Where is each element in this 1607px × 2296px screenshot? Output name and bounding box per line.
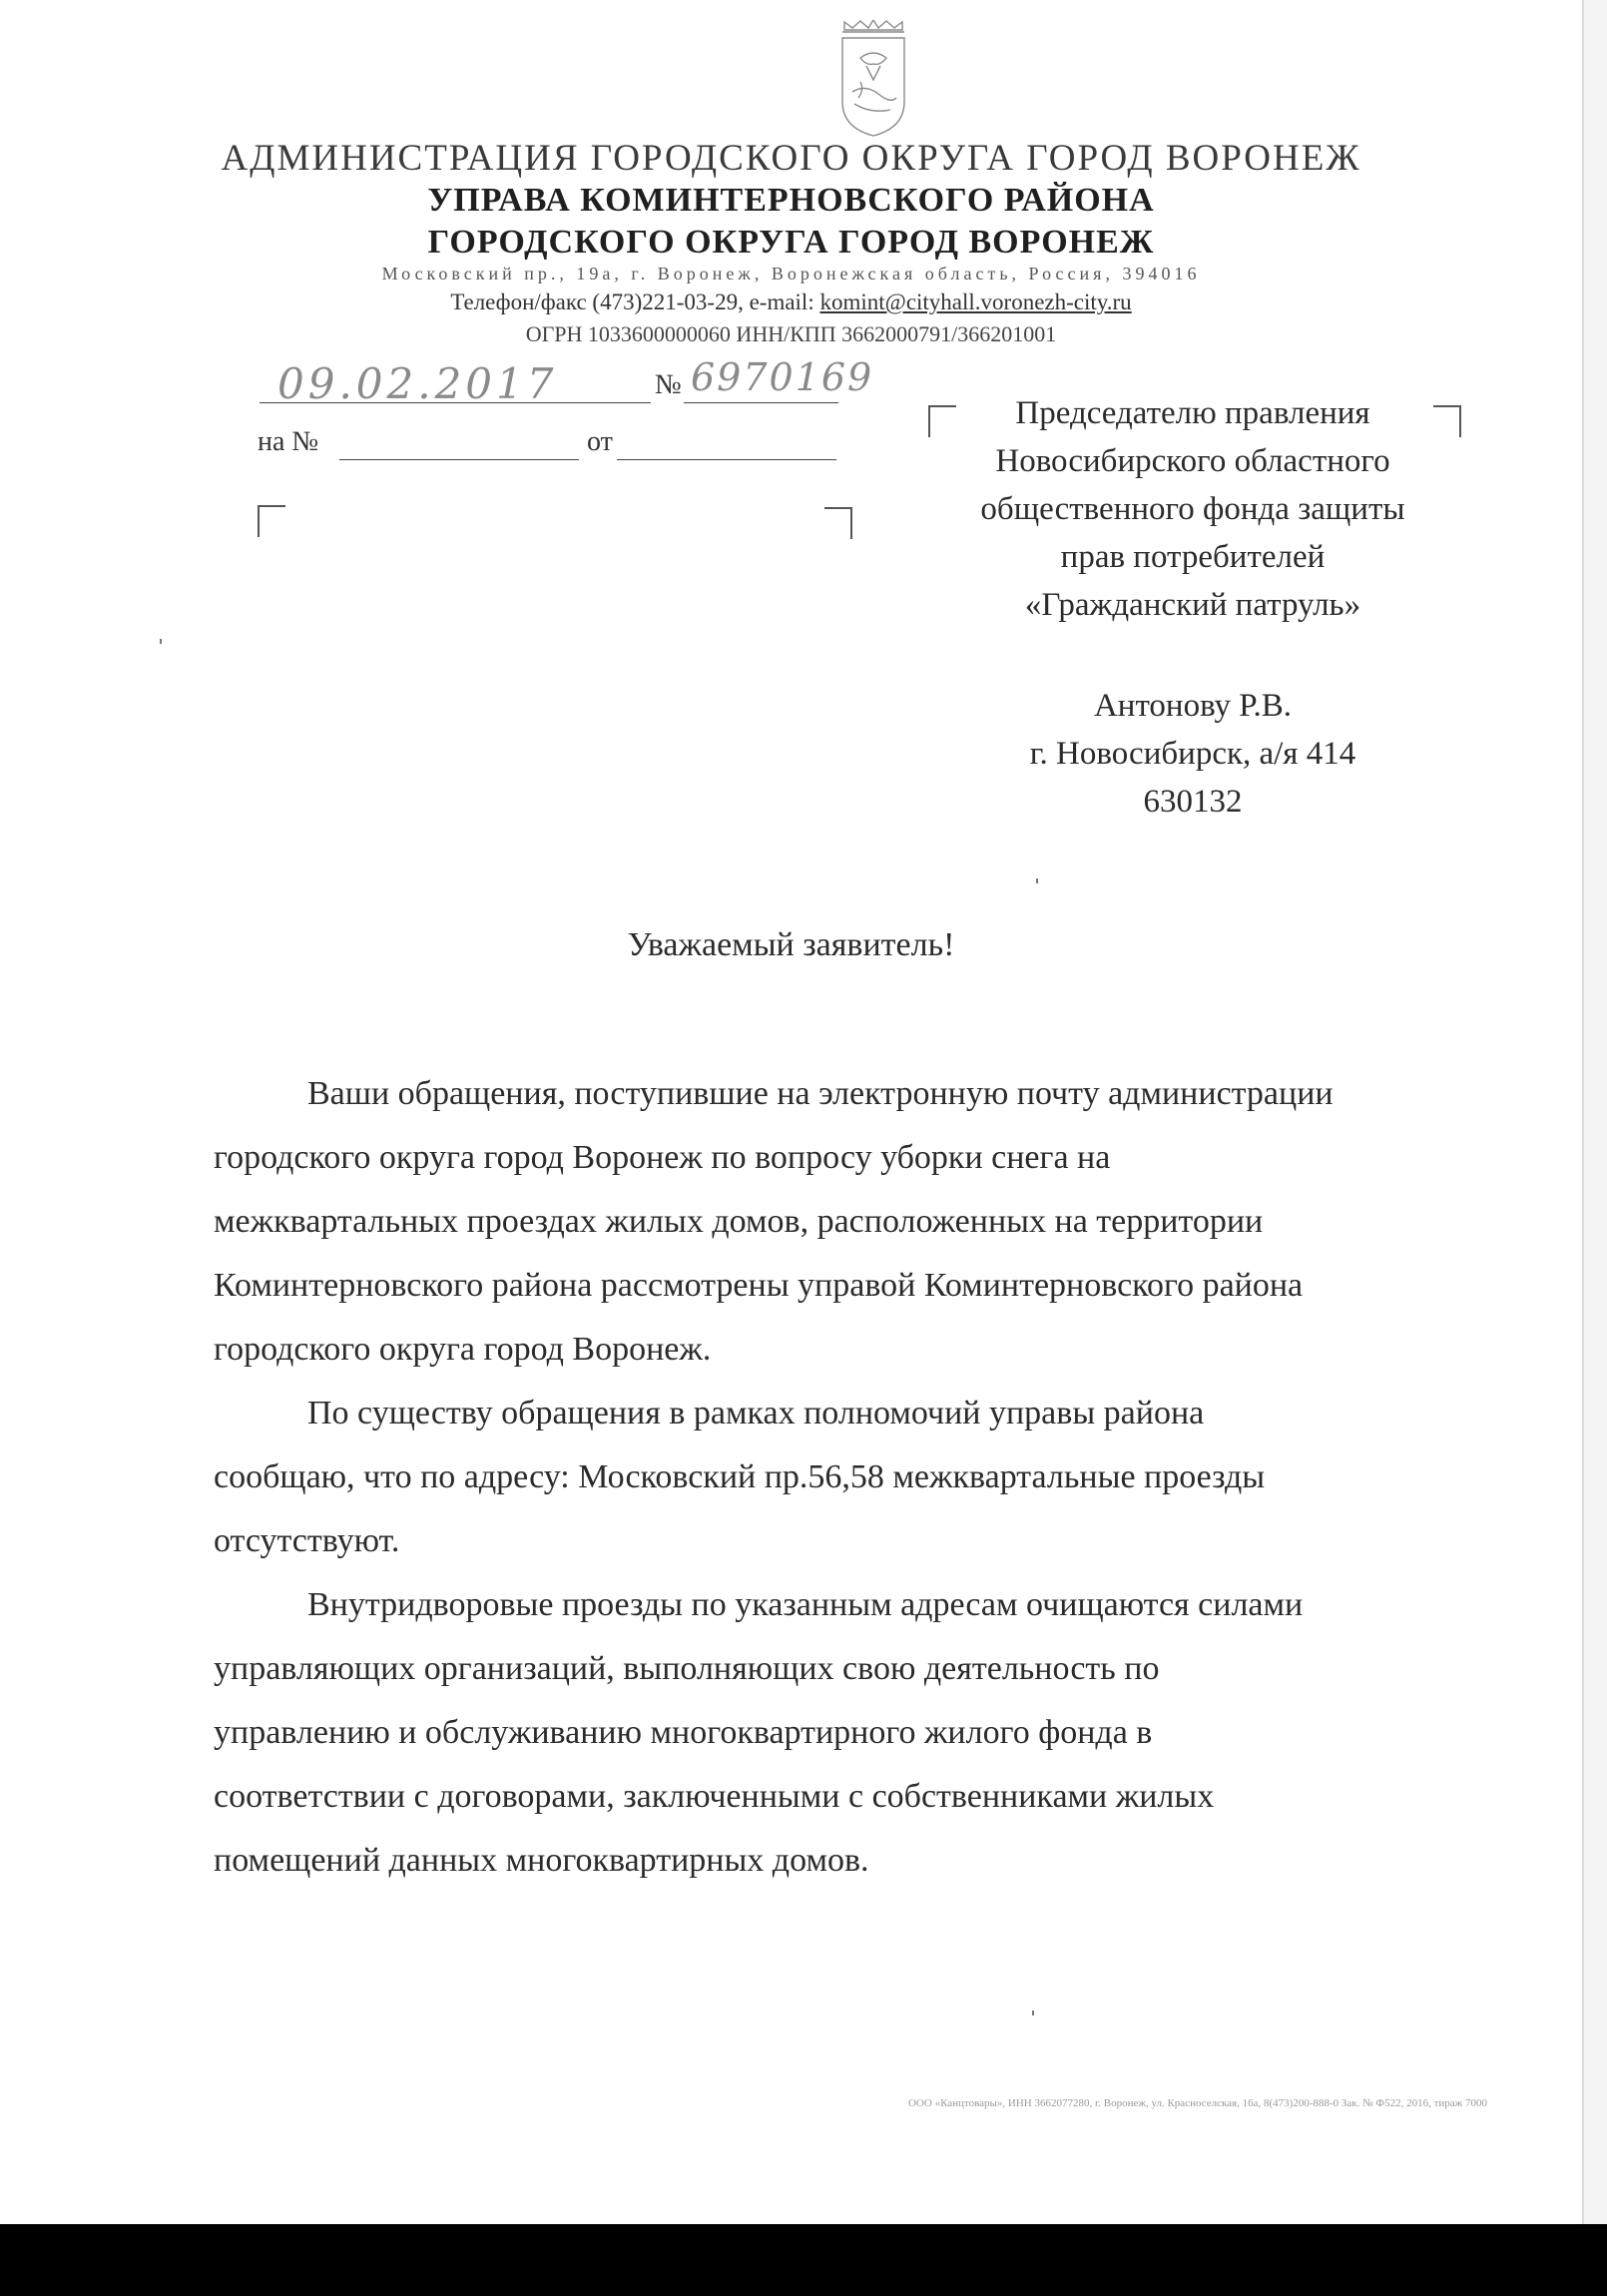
date-underline	[260, 402, 651, 403]
scan-speck	[1032, 2010, 1034, 2015]
scan-speck	[1036, 878, 1038, 883]
salutation: Уважаемый заявитель!	[627, 926, 955, 963]
paragraph-line: сообщаю, что по адресу: Московский пр.56,58 межквартальные проезды	[214, 1458, 1266, 1495]
scan-speck	[160, 639, 162, 644]
paragraph-line: управляющих организаций, выполняющих свою деятельность по	[214, 1650, 1160, 1687]
printer-imprint: ООО «Канцтовары», ИНН 3662077280, г. Воронеж, ул. Красноселская, 16а, 8(473)200-888-0 Зак. № Ф522, 2016, тираж 7000	[907, 2097, 1487, 2109]
paragraph-line: городского округа город Воронеж по вопросу уборки снега на	[214, 1139, 1111, 1176]
paragraph-line: соответствии с договорами, заключенными с собственниками жилых	[214, 1778, 1215, 1815]
paragraph-line: управлению и обслуживанию многоквартирного жилого фонда в	[214, 1714, 1153, 1751]
addressee-postbox: г. Новосибирск, а/я 414	[1029, 736, 1356, 772]
reference-number-blank	[339, 459, 579, 460]
addressee-line: «Гражданский патруль»	[1024, 587, 1361, 623]
addressee-name-block	[928, 682, 1457, 826]
reference-number-label: на №	[258, 426, 319, 457]
postal-address: Московский пр., 19а, г. Воронеж, Воронежская область, Россия, 394016	[381, 264, 1201, 284]
addressee-postcode: 630132	[1143, 784, 1243, 820]
paragraph-line: отсутствуют.	[214, 1522, 400, 1559]
addressee-name: Антонову Р.В.	[1093, 688, 1293, 724]
handwritten-date: 09.02.2017	[277, 359, 558, 408]
paragraph-line: Коминтерновского района рассмотрены управой Коминтерновского района	[214, 1267, 1304, 1304]
paragraph-line: Ваши обращения, поступившие на электронную почту администрации	[307, 1075, 1334, 1112]
addressee-line: Новосибирского областного	[995, 443, 1390, 479]
addressee-block	[928, 389, 1457, 629]
coat-of-arms-emblem	[830, 20, 916, 138]
reference-date-label: от	[587, 426, 613, 457]
addressee-line: прав потребителей	[1060, 539, 1326, 575]
scan-bottom-border	[0, 2224, 1607, 2296]
paragraph-line: Внутридворовые проезды по указанным адресам очищаются силами	[307, 1586, 1304, 1623]
phone-fax: Телефон/факс (473)221-03-29, e-mail:	[450, 289, 820, 314]
scan-page-edge	[1582, 0, 1607, 2224]
paragraph-line: По существу обращения в рамках полномочий управы района	[307, 1395, 1205, 1432]
org-title: АДМИНИСТРАЦИЯ ГОРОДСКОГО ОКРУГА ГОРОД ВОРОНЕЖ	[221, 138, 1361, 179]
addressee-line: Председателю правления	[1015, 395, 1370, 431]
addressee-line: общественного фонда защиты	[980, 491, 1405, 527]
number-underline	[684, 402, 838, 403]
paragraph-line: городского округа город Воронеж.	[214, 1331, 712, 1368]
paragraph-1	[214, 1062, 1445, 1382]
reference-date-blank	[617, 459, 836, 460]
paragraph-line: помещений данных многоквартирных домов.	[214, 1842, 869, 1879]
department-title-line1: УПРАВА КОМИНТЕРНОВСКОГО РАЙОНА	[427, 182, 1155, 219]
contact-line	[0, 289, 1582, 315]
corner-mark-right	[824, 507, 852, 539]
corner-mark-left	[258, 505, 285, 537]
ogrn-inn-line: ОГРН 1033600000060 ИНН/КПП 3662000791/366201001	[525, 321, 1057, 346]
handwritten-outgoing-number: 6970169	[691, 355, 874, 399]
department-title-line2: ГОРОДСКОГО ОКРУГА ГОРОД ВОРОНЕЖ	[427, 224, 1155, 261]
paragraph-3	[214, 1573, 1445, 1893]
paragraph-2	[214, 1382, 1445, 1573]
email-link[interactable]: komint@cityhall.voronezh-city.ru	[819, 289, 1132, 314]
paragraph-line: межквартальных проездах жилых домов, расположенных на территории	[214, 1203, 1264, 1240]
number-sign: №	[655, 369, 682, 400]
